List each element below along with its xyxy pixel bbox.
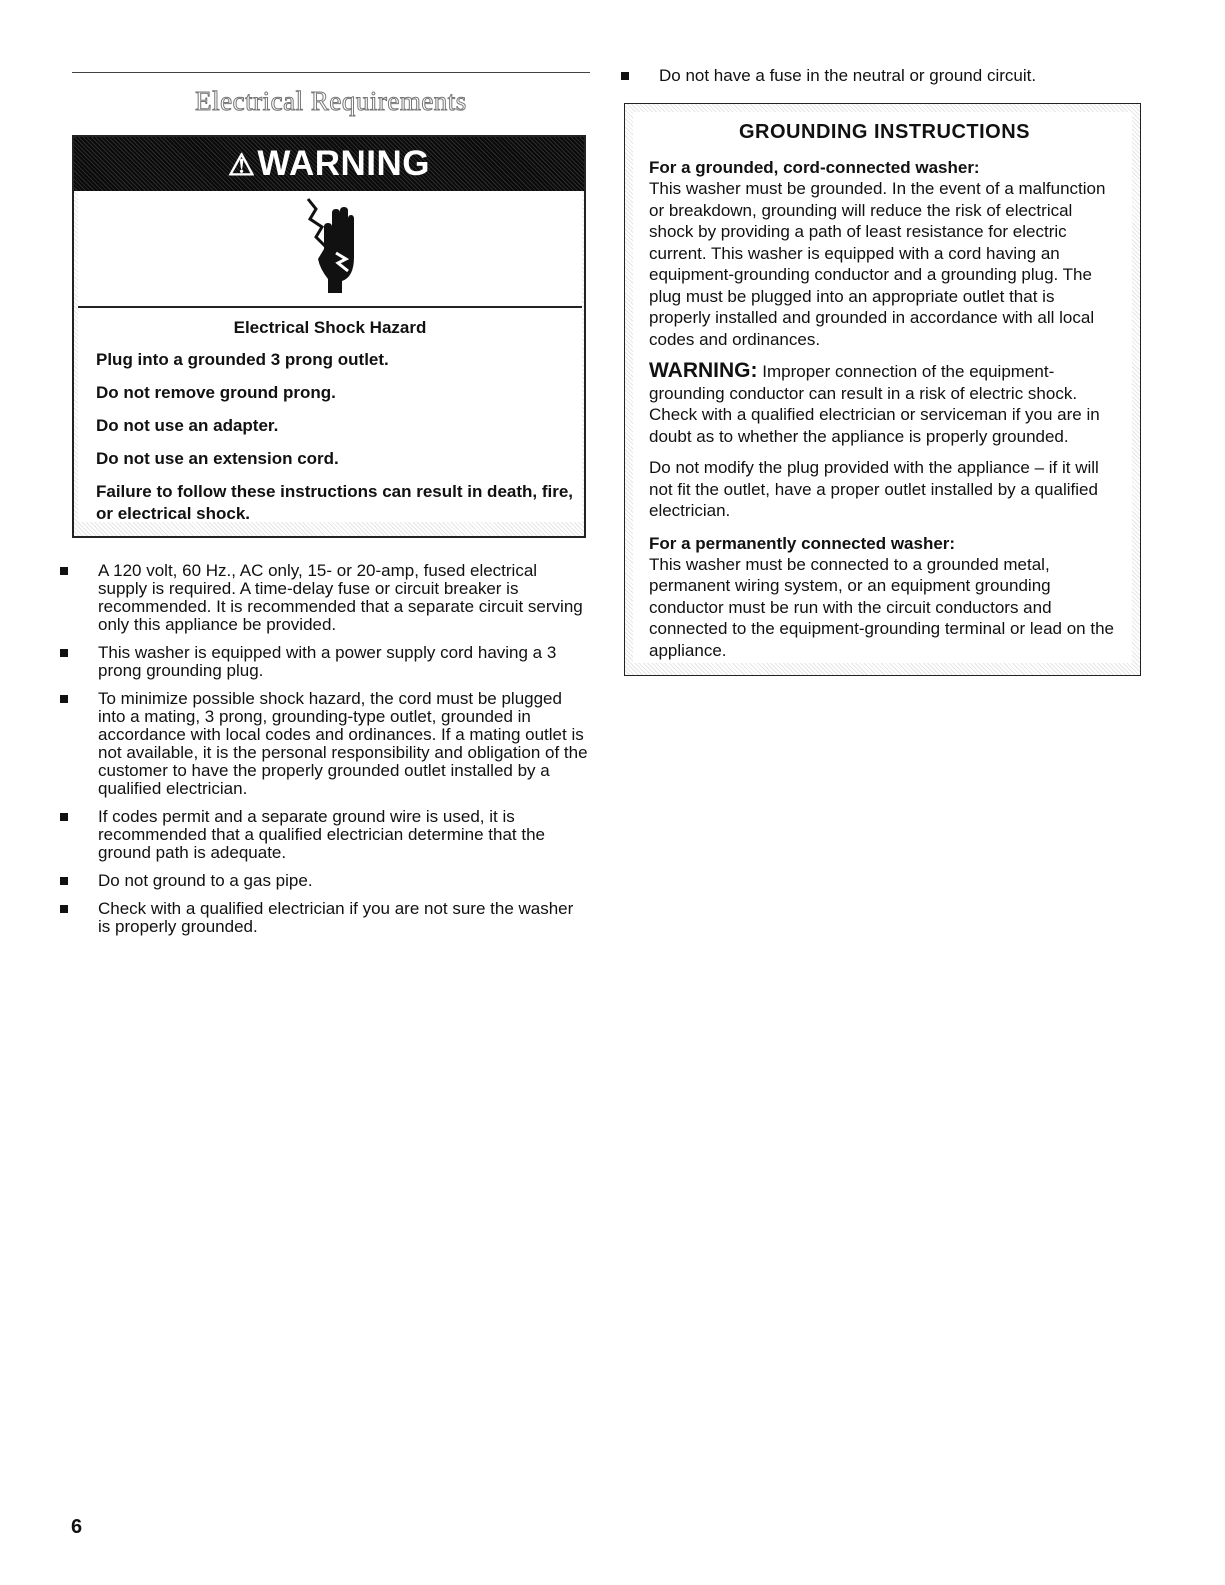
section-title: Electrical Requirements — [195, 86, 467, 116]
grounding-subheading: For a permanently connected washer: — [649, 533, 956, 553]
shock-hazard-pictogram-area — [78, 191, 582, 308]
list-item: Check with a qualified electrician if you are not sure the washer is properly grounded. — [60, 900, 590, 936]
grounding-warning-paragraph — [649, 360, 1120, 447]
grounding-warning-text: Improper connection of the equipment-grounding conductor can result in a risk of electric shock. Check with a qualified electrician or serviceman if you are in doubt as to whether the appliance is properly grounded. — [649, 362, 1100, 446]
grounding-instructions-content — [633, 112, 1132, 663]
grounding-title: GROUNDING INSTRUCTIONS — [739, 121, 1030, 143]
warning-box — [72, 135, 586, 538]
warning-line: Do not use an extension cord. — [96, 449, 339, 468]
electric-shock-hand-icon — [306, 197, 356, 297]
grounding-instructions-box — [624, 103, 1141, 676]
fuse-note-list — [621, 67, 1141, 95]
grounding-subheading: For a grounded, cord-connected washer: — [649, 158, 980, 177]
grounding-warning-lead: WARNING: — [649, 359, 758, 382]
list-item: To minimize possible shock hazard, the cord must be plugged into a mating, 3 prong, grounding-type outlet, grounded in accordance with local codes and ordinances. If a mating outlet is not available, it is the personal responsibility and obligation of the customer to have the properly grounded outlet installed by a qualified electrician. — [60, 690, 590, 798]
grounding-paragraph: This washer must be grounded. In the event of a malfunction or breakdown, grounding will reduce the risk of electrical shock by providing a path of least resistance for electric current. This washer is equipped with a cord having an equipment-grounding conductor and a grounding plug. The plug must be plugged into an appropriate outlet that is properly installed and grounded in accordance with all local codes and ordinances. — [649, 179, 1106, 349]
warning-line: Failure to follow these instructions can result in death, fire, or electrical shock. — [96, 482, 574, 523]
grounding-paragraph: This washer must be connected to a grounded metal, permanent wiring system, or an equipment grounding conductor must be run with the circuit conductors and connected to the equipment-grounding terminal or lead on the appliance. — [649, 554, 1114, 660]
warning-line: Do not remove ground prong. — [96, 383, 336, 402]
page-number: 6 — [71, 1516, 83, 1538]
top-rule — [72, 72, 590, 73]
electrical-requirements-list — [60, 562, 590, 946]
warning-header — [74, 137, 584, 191]
warning-line: Plug into a grounded 3 prong outlet. — [96, 350, 389, 369]
list-item: Do not have a fuse in the neutral or ground circuit. — [621, 67, 1141, 85]
list-item: Do not ground to a gas pipe. — [60, 872, 590, 890]
list-item: A 120 volt, 60 Hz., AC only, 15- or 20-amp, fused electrical supply is required. A time-delay fuse or circuit breaker is recommended. It is recommended that a separate circuit serving only this appliance be provided. — [60, 562, 590, 634]
warning-line: Do not use an adapter. — [96, 416, 279, 435]
warning-triangle-icon: ⚠ — [227, 149, 256, 182]
list-item: If codes permit and a separate ground wire is used, it is recommended that a qualified electrician determine that the ground path is adequate. — [60, 808, 590, 862]
grounding-paragraph: Do not modify the plug provided with the appliance – if it will not fit the outlet, have a proper outlet installed by a qualified electrician. — [649, 458, 1099, 520]
list-item: This washer is equipped with a power supply cord having a 3 prong grounding plug. — [60, 644, 590, 680]
warning-body — [78, 308, 582, 522]
hazard-title: Electrical Shock Hazard — [233, 318, 427, 337]
warning-header-label: WARNING — [257, 144, 431, 183]
